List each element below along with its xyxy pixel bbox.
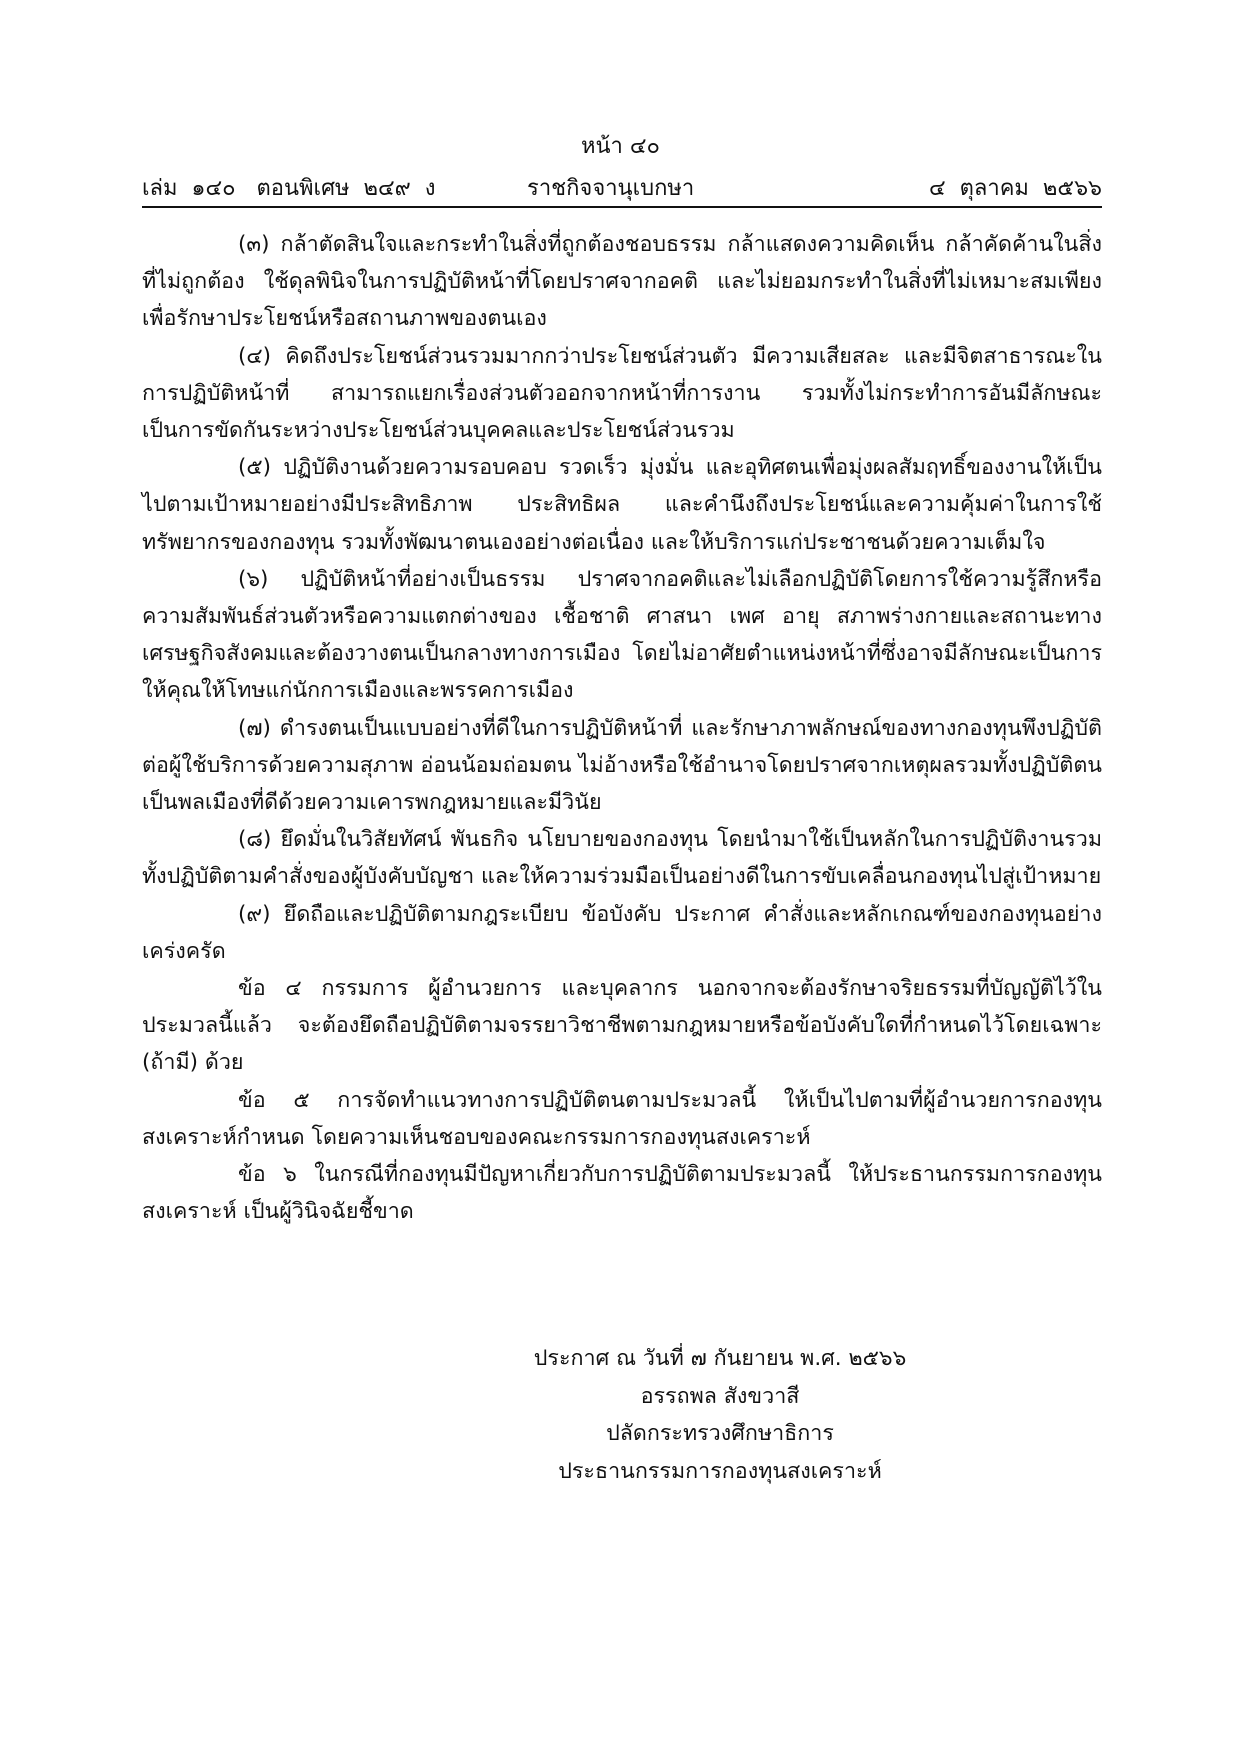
signer-name: อรรถพล สังขวาสี <box>640 1383 800 1409</box>
paragraph-item-5: (๕) ปฏิบัติงานด้วยความรอบคอบ รวดเร็ว มุ่งมั่น และอุทิศตนเพื่อมุ่งผลสัมฤทธิ์ของงานให้เป็นไปตามเป้าหมายอย่างมีประสิทธิภาพ ประสิทธิผล และคำนึงถึงประโยชน์และความคุ้มค่าในการใช้ทรัพยากรของกองทุน รวมทั้งพัฒนาตนเองอย่างต่อเนื่อง และให้บริการแก่ประชาชนด้วยความเต็มใจ <box>142 455 1102 555</box>
paragraph-item-7: (๗) ดำรงตนเป็นแบบอย่างที่ดีในการปฏิบัติหน้าที่ และรักษาภาพลักษณ์ของทางกองทุนพึงปฏิบัติต่อผู้ใช้บริการด้วยความสุภาพ อ่อนน้อมถ่อมตน ไม่อ้างหรือใช้อำนาจโดยปราศจากเหตุผลรวมทั้งปฏิบัติตนเป็นพลเมืองที่ดีด้วยความเคารพกฎหมายและมีวินัย <box>142 715 1102 816</box>
signer-position: ปลัดกระทรวงศึกษาธิการ <box>606 1421 834 1446</box>
clause-5: ข้อ ๕ การจัดทำแนวทางการปฏิบัติตนตามประมวลนี้ ให้เป็นไปตามที่ผู้อำนวยการกองทุนสงเคราะห์กำหนด โดยความเห็นชอบของคณะกรรมการกองทุนสงเคราะห์ <box>142 1087 1102 1150</box>
gazette-name: ราชกิจจานุเบกษา <box>527 176 695 201</box>
paragraph-item-4: (๔) คิดถึงประโยชน์ส่วนรวมมากกว่าประโยชน์ส่วนตัว มีความเสียสละ และมีจิตสาธารณะในการปฏิบัติหน้าที่ สามารถแยกเรื่องส่วนตัวออกจากหน้าที่การงาน รวมทั้งไม่กระทำการอันมีลักษณะเป็นการขัดกันระหว่างประโยชน์ส่วนบุคคลและประโยชน์ส่วนรวม <box>142 343 1102 444</box>
paragraph-item-6: (๖) ปฏิบัติหน้าที่อย่างเป็นธรรม ปราศจากอคติและไม่เลือกปฏิบัติโดยการใช้ความรู้สึกหรือความสัมพันธ์ส่วนตัวหรือความแตกต่างของ เชื้อชาติ ศาสนา เพศ อายุ สภาพร่างกายและสถานะทางเศรษฐกิจสังคมและต้องวางตนเป็นกลางทางการเมือง โดยไม่อาศัยตำแหน่งหน้าที่ซึ่งอาจมีลักษณะเป็นการให้คุณให้โทษแก่นักการเมืองและพรรคการเมือง <box>142 566 1102 704</box>
paragraph-item-3: (๓) กล้าตัดสินใจและกระทำในสิ่งที่ถูกต้องชอบธรรม กล้าแสดงความคิดเห็น กล้าคัดค้านในสิ่งที่ไม่ถูกต้อง ใช้ดุลพินิจในการปฏิบัติหน้าที่โดยปราศจากอคติ และไม่ยอมกระทำในสิ่งที่ไม่เหมาะสมเพียงเพื่อรักษาประโยชน์หรือสถานภาพของตนเอง <box>142 232 1102 332</box>
gazette-header <box>142 170 1102 208</box>
paragraph-item-8: (๘) ยึดมั่นในวิสัยทัศน์ พันธกิจ นโยบายของกองทุน โดยนำมาใช้เป็นหลักในการปฏิบัติงานรวมทั้งปฏิบัติตามคำสั่งของผู้บังคับบัญชา และให้ความร่วมมือเป็นอย่างดีในการขับเคลื่อนกองทุนไปสู่เป้าหมาย <box>142 827 1102 890</box>
volume-issue: เล่ม ๑๔๐ ตอนพิเศษ ๒๔๙ ง <box>142 176 436 201</box>
signature-block <box>440 1340 1000 1490</box>
publication-date: ๔ ตุลาคม ๒๕๖๖ <box>928 176 1102 201</box>
page-number: หน้า ๔๐ <box>581 134 660 159</box>
announcement-date: ประกาศ ณ วันที่ ๗ กันยายน พ.ศ. ๒๕๖๖ <box>533 1346 907 1371</box>
signer-position-chair: ประธานกรรมการกองทุนสงเคราะห์ <box>558 1458 882 1484</box>
paragraph-item-9: (๙) ยึดถือและปฏิบัติตามกฎระเบียบ ข้อบังคับ ประกาศ คำสั่งและหลักเกณฑ์ของกองทุนอย่างเคร่งครัด <box>142 901 1102 964</box>
document-body <box>142 226 1102 1230</box>
clause-4: ข้อ ๔ กรรมการ ผู้อำนวยการ และบุคลากร นอกจากจะต้องรักษาจริยธรรมที่บัญญัติไว้ในประมวลนี้แล้ว จะต้องยึดถือปฏิบัติตามจรรยาวิชาชีพตามกฎหมายหรือข้อบังคับใดที่กำหนดไว้โดยเฉพาะ (ถ้ามี) ด้วย <box>142 976 1102 1076</box>
clause-6: ข้อ ๖ ในกรณีที่กองทุนมีปัญหาเกี่ยวกับการปฏิบัติตามประมวลนี้ ให้ประธานกรรมการกองทุนสงเคราะห์ เป็นผู้วินิจฉัยชี้ขาด <box>142 1162 1102 1225</box>
